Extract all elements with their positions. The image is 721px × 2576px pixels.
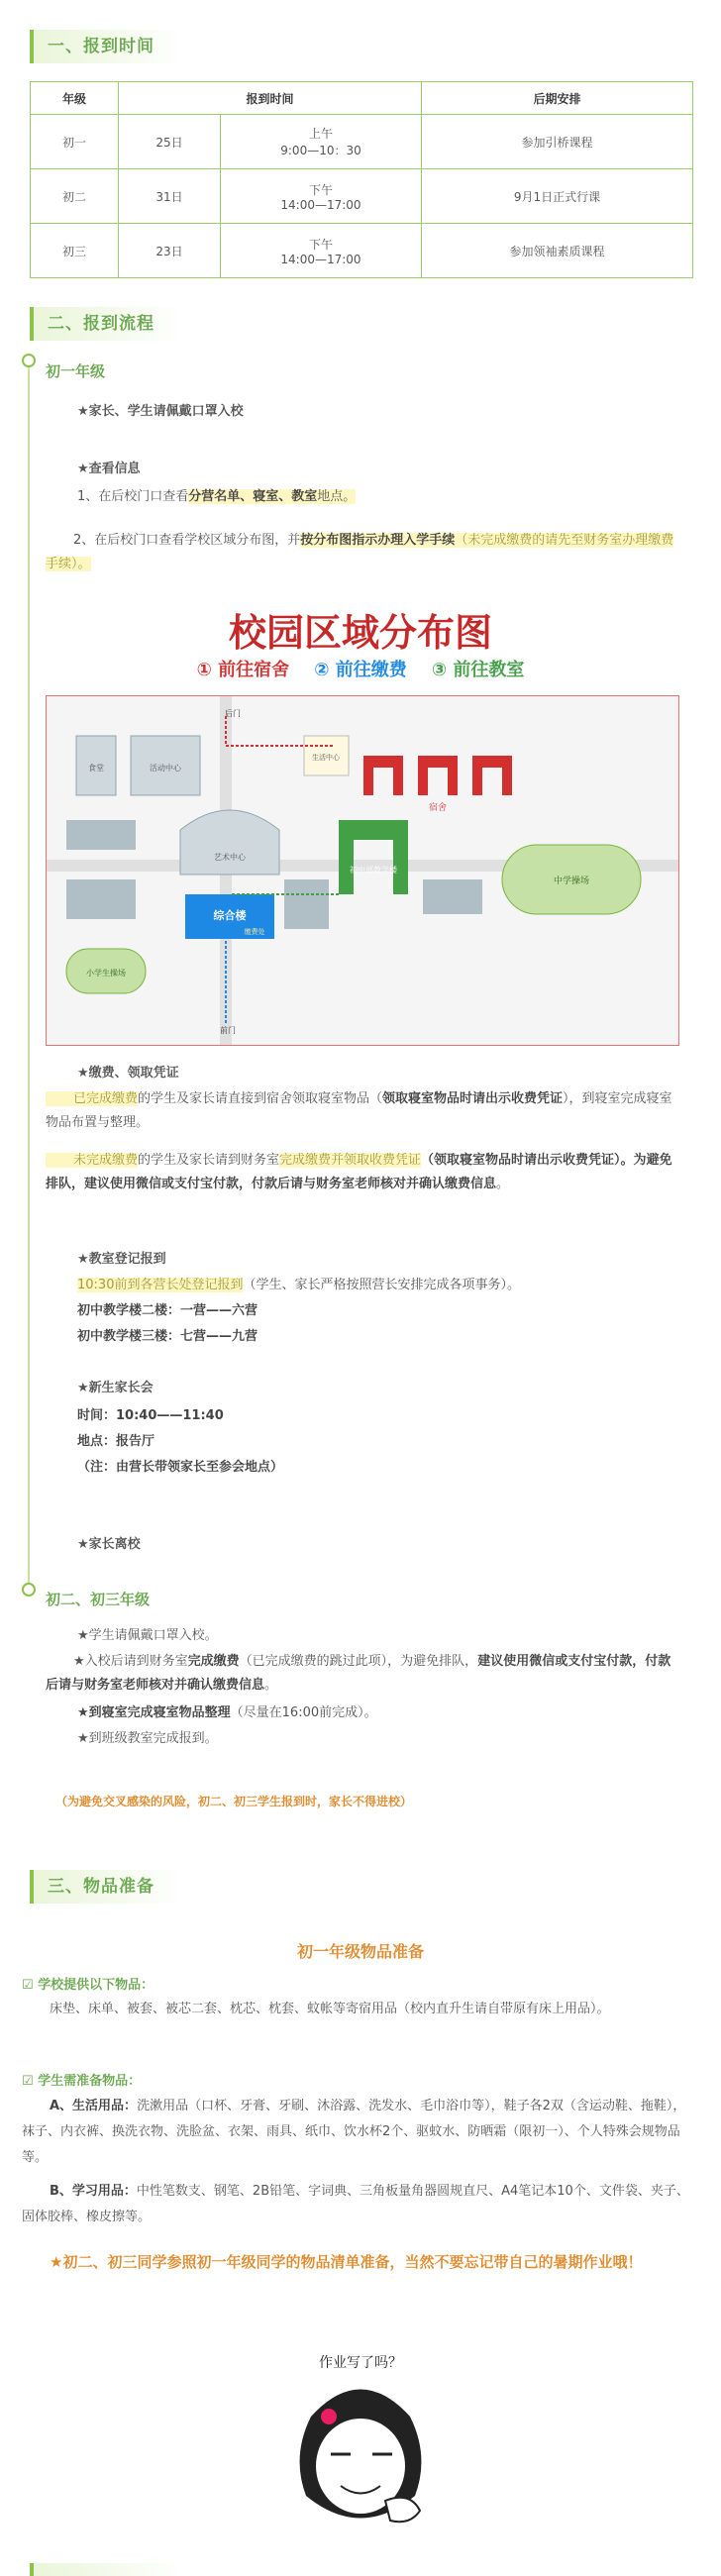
text: 地点。 [317,489,357,504]
text: 10:30前到各营长处登记报到 [77,1278,244,1292]
text: （学生、家长严格按照营长安排完成各项事务）。 [243,1278,520,1292]
g23-line-1: ★学生请佩戴口罩入校。 [77,1628,218,1643]
comprehensive-label: 综合楼 [213,909,247,922]
table-header-row [31,82,693,115]
items-heading: 初一年级物品准备 [296,1942,424,1961]
time-line: 下午 [308,237,333,252]
need-a [22,2094,695,2171]
need-b [22,2179,695,2230]
timeline-dot [22,354,36,367]
text-bold: 按分布图指示办理入学手续 [300,533,456,548]
text: 已完成缴费 [46,1091,138,1106]
time-line: 上午 [308,127,333,141]
text: 。 [496,1177,510,1191]
legend-pay: ② 前往缴费 [314,660,407,680]
text-bold: （领取寝室物品时请出示收费凭证）。为避免排队， [46,1153,672,1191]
text: 完成缴费并领取收费凭证 [279,1153,422,1168]
text: （未完成缴费的请先至财务室办理缴费手续）。 [46,533,674,571]
class-line-2: 初中教学楼二楼：一营——六营 [77,1303,258,1318]
info-line-2 [46,529,679,576]
pay-label: 缴费处 [244,928,265,936]
table-cell: 25日 [119,115,221,169]
meeting-time: 时间：10:40——11:40 [77,1408,224,1423]
table-cell [221,115,422,169]
text: 未完成缴费 [46,1153,138,1168]
time-line: 下午 [308,182,333,197]
table-cell [221,169,422,224]
middle-field-label: 中学操场 [553,876,590,886]
text: 。 [264,1678,278,1693]
table-cell: 初三 [31,224,119,278]
table-row [31,224,693,278]
meme-image [281,2377,440,2525]
table-row [31,169,693,224]
campus-map [46,695,679,1046]
legend-class: ③ 前往教室 [431,660,525,680]
text-bold: 领取寝室物品时请出示收费凭证 [382,1091,564,1106]
map-legend [0,656,721,681]
text: 洗漱用品（口杯、牙膏、牙刷、沐浴露、洗发水、毛巾浴巾等），鞋子各2双（含运动鞋、拖鞋），袜子、内衣裤、换洗衣物、洗脸盆、衣架、雨具、纸巾、饮水杯2个、驱蚊水、防晒霜（限初一）、个人特殊会规物品等。 [22,2099,686,2165]
art-label: 艺术中心 [214,853,246,862]
junior-label: 初中部教学楼 [350,866,397,875]
section-title: 三、物品准备 [48,1877,154,1897]
time-line: 14:00—17:00 [280,252,361,266]
text-bold: B、学习用品： [50,2184,137,2199]
meeting-place: 地点：报告厅 [77,1434,155,1449]
time-line: 14:00—17:00 [280,197,361,212]
timeline-line [28,359,30,1592]
table-header: 年级 [31,82,119,115]
text-bold: ★到寝室完成寝室物品整理 [77,1705,231,1720]
table-row [31,115,693,169]
meme-face-icon [281,2377,440,2525]
table-cell: 31日 [119,169,221,224]
need-title: ☑ 学生需准备物品： [22,2074,142,2089]
small-field-label: 小学生操场 [86,969,126,978]
schedule-table [30,81,693,278]
parents-leave: ★家长离校 [77,1537,141,1552]
section-title: 二、报到流程 [48,314,154,334]
grade-title-23: 初二、初三年级 [46,1591,151,1608]
campus-map-svg [47,696,678,1045]
items-reminder: ★初二、初三同学参照初一年级同学的物品清单准备，当然不要忘记带自己的暑期作业哦！ [50,2253,643,2271]
text: ），到寝室完成寝室物品布置与整理。 [46,1091,672,1130]
text-bold: 完成缴费 [187,1654,240,1669]
timeline-dot [22,1583,36,1597]
section-header-next [30,2563,182,2576]
g23-note: （为避免交叉感染的风险，初二、初三学生报到时，家长不得进校） [55,1795,413,1808]
info-title: ★查看信息 [77,462,141,476]
table-cell: 参加领袖素质课程 [422,224,693,278]
text-bold: 分营名单、寝室、教室 [188,489,318,504]
table-cell: 9月1日正式行课 [422,169,693,224]
table-cell: 初一 [31,115,119,169]
living-center-label: 生活中心 [312,754,340,762]
section-header-process [30,307,182,341]
table-cell: 23日 [119,224,221,278]
table-header: 报到时间 [119,82,422,115]
meme-caption: 作业写了吗？ [319,2355,402,2371]
activity-label: 活动中心 [150,764,181,773]
text: 的学生及家长请到财务室 [138,1153,280,1168]
legend-dorm: ① 前往宿舍 [196,660,290,680]
g23-line-3 [77,1701,681,1725]
text-bold: 建议使用微信或支付宝付款，付款后请与财务室老师核对并确认缴费信息 [84,1177,497,1191]
table-cell [221,224,422,278]
front-gate-label: 前门 [220,1026,236,1035]
meeting-note: （注：由营长带领家长至参会地点） [77,1460,284,1475]
canteen-label: 食堂 [88,764,104,773]
dorm-label: 宿舍 [428,803,448,813]
pay-line-2 [46,1149,679,1196]
grade-title-1: 初一年级 [46,362,106,380]
table-header: 后期安排 [422,82,693,115]
info-line-1 [77,485,681,509]
meeting-title: ★新生家长会 [77,1381,154,1395]
class-line-1 [77,1274,681,1297]
map-title: 校园区域分布图 [228,611,492,655]
pay-title: ★缴费、领取凭证 [77,1066,179,1081]
class-title: ★教室登记报到 [77,1252,166,1267]
text: 2、在后校门口查看学校区域分布图，并 [73,533,301,548]
text: 1、在后校门口查看 [77,489,189,504]
table-cell: 初二 [31,169,119,224]
mask-notice: ★家长、学生请佩戴口罩入校 [77,404,244,419]
g23-line-4: ★到班级教室完成报到。 [77,1731,218,1746]
time-line: 9:00—10：30 [280,144,361,157]
text: （已完成缴费的跳过此项），为避免排队， [239,1654,478,1669]
text: （尽量在16:00前完成）。 [230,1705,377,1720]
provided-title: ☑ 学校提供以下物品： [22,1978,154,1993]
text: 的学生及家长请直接到宿舍领取寝室物品（ [138,1091,383,1106]
section-header-time [30,30,182,63]
provided-text: 床垫、床单、被套、被芯二套、枕芯、枕套、蚊帐等寄宿用品（校内直升生请自带原有床上用品）。 [50,2002,610,2016]
back-gate-label: 后门 [225,709,241,718]
text: ★入校后请到财务室 [73,1654,188,1669]
text-bold: A、生活用品： [50,2099,138,2113]
pay-line-1 [46,1087,679,1135]
table-cell: 参加引桥课程 [422,115,693,169]
art-center [180,810,279,875]
text-bold: 建议使用微信或支付宝付款，付款后请与财务室老师核对并确认缴费信息 [46,1654,671,1693]
text: 中性笔数支、钢笔、2B铅笔、字词典、三角板量角器圆规直尺、A4笔记本10个、文件袋、夹子、固体胶棒、橡皮擦等。 [22,2184,689,2224]
section-header-items [30,1870,182,1904]
class-line-3: 初中教学楼三楼：七营——九营 [77,1329,258,1344]
g23-line-2 [46,1650,679,1698]
section-title: 一、报到时间 [48,37,154,56]
